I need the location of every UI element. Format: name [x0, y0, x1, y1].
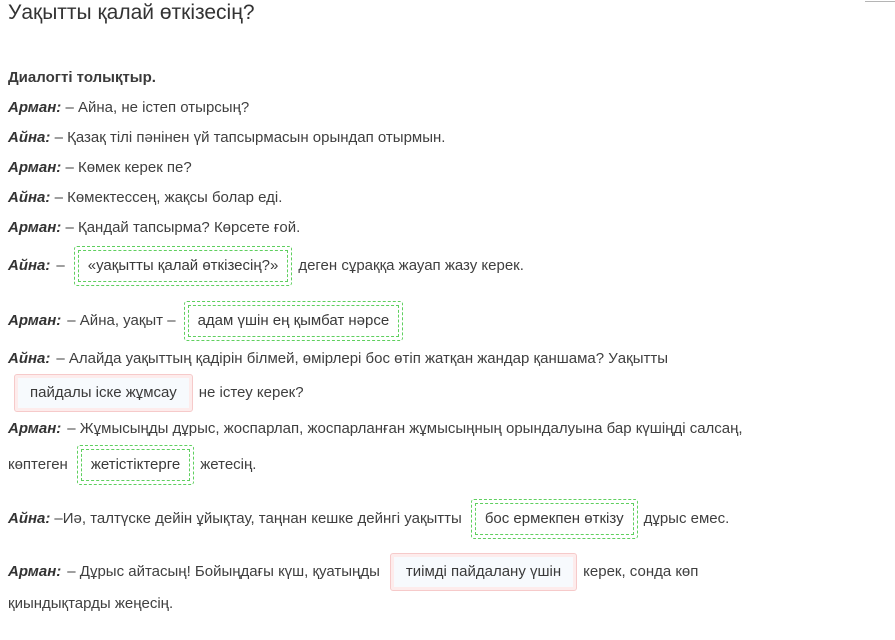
speaker-label: Айна:: [8, 350, 51, 367]
dialogue-line: [8, 297, 888, 345]
page-title: Уақытты қалай өткізесің?: [8, 1, 255, 24]
answer-text: пайдалы іске жұмсау: [18, 378, 189, 408]
speaker-label: Арман:: [8, 563, 62, 580]
line-text: жетесің.: [200, 456, 257, 473]
answer-text: бос ермекпен өткізу: [475, 503, 634, 535]
speaker-label: Арман:: [8, 312, 62, 329]
line-text: – Дұрыс айтасың! Бойыңдағы күш, қуатыңды: [67, 563, 380, 580]
answer-slot-incorrect[interactable]: [390, 553, 577, 591]
line-text: – Айна, не істеп отырсың?: [65, 99, 250, 116]
line-text: керек, сонда көп: [583, 563, 699, 580]
speaker-label: Айна:: [8, 257, 51, 274]
line-text: – Қандай тапсырма? Көрсете ғой.: [65, 219, 301, 236]
dialogue-line: [8, 495, 888, 543]
line-text: – Көмектессең, жақсы болар еді.: [54, 189, 283, 206]
dialogue-line-cont: [8, 441, 888, 489]
line-text: – Қазақ тілі пәнінен үй тапсырмасын орындап отырмын.: [54, 129, 446, 146]
line-text: –Иә, талтүске дейін ұйықтау, таңнан кешке дейнгі уақытты: [54, 510, 462, 527]
line-text: – Алайда уақыттың қадірін білмей, өмірлері бос өтіп жатқан жандар қаншама? Уақытты: [56, 350, 669, 367]
line-text: көптеген: [8, 456, 68, 473]
dialogue-line: [8, 242, 888, 290]
line-text: дұрыс емес.: [643, 510, 730, 527]
dialogue-line: [8, 129, 888, 159]
answer-text: «уақытты қалай өткізесің?»: [78, 250, 289, 282]
dialogue: [8, 69, 888, 617]
line-text: – Көмек керек пе?: [65, 159, 192, 176]
line-text: қиындықтарды жеңесің.: [8, 595, 174, 612]
answer-slot-correct[interactable]: [471, 499, 638, 539]
divider: [865, 1, 895, 2]
dialogue-line: [8, 159, 888, 189]
dialogue-line: [8, 219, 888, 242]
answer-text: жетістіктерге: [81, 449, 190, 481]
speaker-label: Арман:: [8, 219, 62, 236]
dialogue-line: [8, 99, 888, 129]
speaker-label: Арман:: [8, 99, 62, 116]
dialogue-line-cont: [14, 370, 888, 416]
answer-text: тиімді пайдалану үшін: [394, 557, 573, 587]
line-text: – Жұмысыңды дұрыс, жоспарлап, жоспарланған жұмысыңның орындалуына бар күшіңді салсаң,: [67, 419, 743, 437]
line-text: деген сұраққа жауап жазу керек.: [298, 257, 524, 274]
instruction: Диалогті толықтыр.: [8, 69, 156, 86]
line-text: –: [56, 257, 65, 274]
speaker-label: Айна:: [8, 510, 51, 527]
dialogue-line: [8, 416, 888, 441]
speaker-label: Айна:: [8, 129, 51, 146]
answer-text: адам үшін ең қымбат нәрсе: [188, 305, 400, 337]
dialogue-line: [8, 348, 888, 370]
speaker-label: Арман:: [8, 159, 62, 176]
dialogue-line: [8, 189, 888, 219]
dialogue-line: [8, 549, 888, 595]
answer-slot-correct[interactable]: [184, 301, 404, 341]
answer-slot-incorrect[interactable]: [14, 374, 193, 412]
dialogue-line-cont: [8, 595, 888, 617]
line-text: – Айна, уақыт –: [67, 312, 176, 329]
answer-slot-correct[interactable]: [74, 246, 293, 286]
speaker-label: Айна:: [8, 189, 51, 206]
answer-slot-correct[interactable]: [77, 445, 194, 485]
line-text: не істеу керек?: [198, 384, 304, 401]
speaker-label: Арман:: [8, 419, 62, 437]
